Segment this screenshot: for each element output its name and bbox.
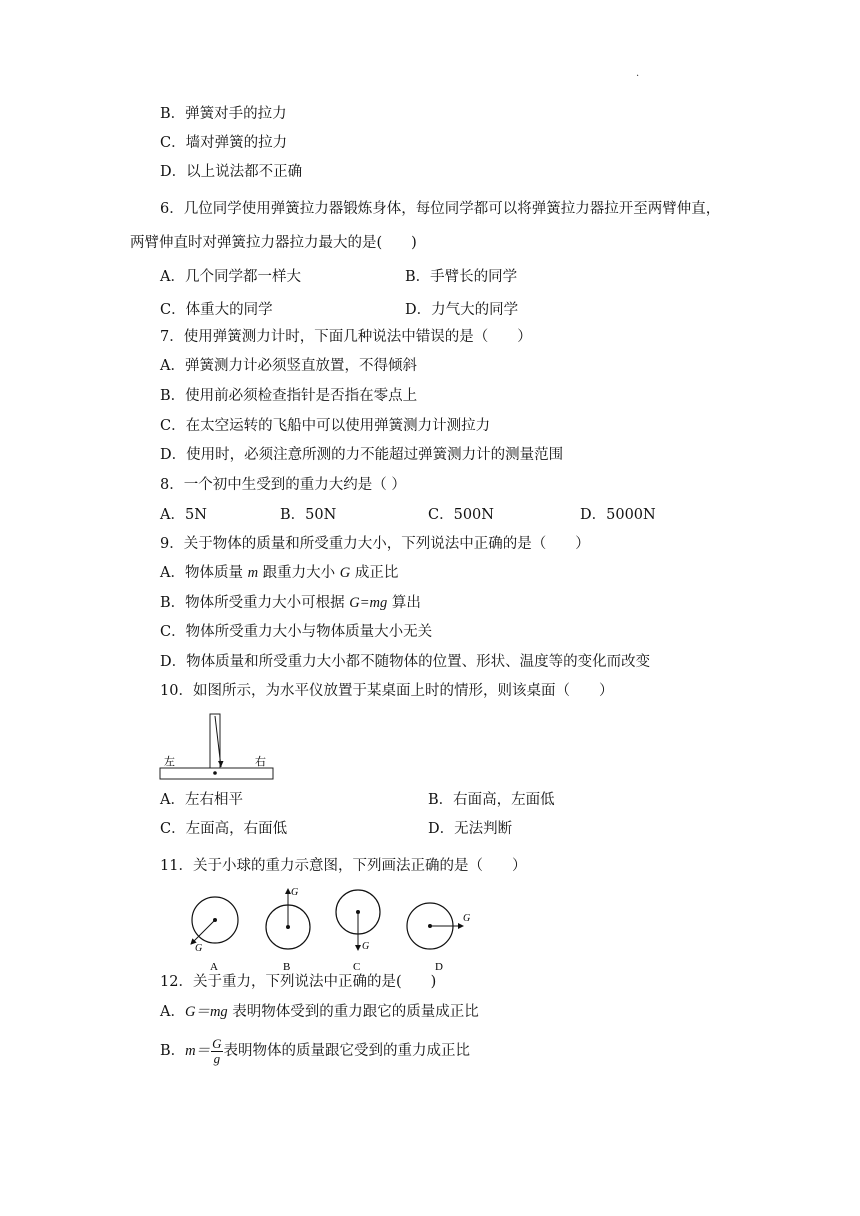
gravity-diagram-figure — [180, 884, 480, 974]
q10-option-c: C．左面高，右面低 — [160, 821, 288, 837]
q6-option-c: C．体重大的同学 — [160, 302, 273, 318]
q9-option-a-text1: A．物体质量 — [160, 565, 248, 581]
option-label-b: B — [283, 961, 291, 973]
q9-option-a-var-m: m — [247, 565, 259, 581]
fraction-denominator: g — [213, 1050, 221, 1066]
q12-option-b-fraction — [211, 1037, 222, 1066]
q11-stem: 11．关于小球的重力示意图，下列画法正确的是（ ） — [160, 858, 527, 874]
q9-option-b-formula: G=mg — [349, 595, 388, 611]
q6-option-d: D．力气大的同学 — [405, 302, 519, 318]
q12-stem: 12．关于重力，下列说法中正确的是( ) — [160, 974, 437, 990]
q9-option-a-text2: 跟重力大小 — [258, 565, 340, 581]
q10-option-b: B．右面高，左面低 — [428, 792, 555, 808]
q8-option-d: D．5000N — [580, 507, 656, 523]
q6-stem-line1: 6．几位同学使用弹簧拉力器锻炼身体，每位同学都可以将弹簧拉力器拉开至两臂伸直， — [160, 201, 721, 217]
q12-option-b-letter: B． — [160, 1043, 186, 1059]
q8-option-a: A．5N — [160, 507, 207, 523]
force-label-d: G — [463, 913, 471, 924]
q8-option-b: B．50N — [280, 507, 337, 523]
q9-stem: 9．关于物体的质量和所受重力大小，下列说法中正确的是（ ） — [160, 536, 590, 552]
q5-option-c: C．墙对弹簧的拉力 — [160, 135, 288, 151]
q6-stem-line2: 两臂伸直时对弹簧拉力器拉力最大的是( ) — [130, 235, 417, 251]
q5-option-b: B．弹簧对手的拉力 — [160, 106, 287, 122]
option-label-a: A — [210, 961, 218, 973]
q10-stem: 10．如图所示，为水平仪放置于某桌面上时的情形，则该桌面（ ） — [160, 683, 614, 699]
q12-option-b — [160, 1034, 470, 1068]
ball-c — [336, 890, 380, 973]
q7-option-c: C．在太空运转的飞船中可以使用弹簧测力计测拉力 — [160, 418, 491, 434]
q9-option-b-text1: B．物体所受重力大小可根据 — [160, 595, 350, 611]
force-label-b: G — [291, 887, 299, 898]
q9-option-a-var-g: G — [339, 565, 351, 581]
q6-option-a: A．几个同学都一样大 — [160, 269, 301, 285]
q8-stem: 8．一个初中生受到的重力大约是（ ） — [160, 477, 406, 493]
force-label-c: G — [362, 941, 370, 952]
ball-b — [266, 887, 310, 973]
q8-option-c: C．500N — [428, 507, 494, 523]
q9-option-a-text3: 成正比 — [350, 565, 399, 581]
q7-option-b: B．使用前必须检查指针是否指在零点上 — [160, 388, 418, 404]
q10-option-a: A．左右相平 — [160, 792, 243, 808]
option-label-c: C — [353, 961, 361, 973]
q7-stem: 7．使用弹簧测力计时，下面几种说法中错误的是（ ） — [160, 329, 532, 345]
q12-option-b-lhs: m＝ — [185, 1043, 211, 1059]
plumb-bob — [218, 761, 224, 767]
center-mark — [213, 771, 217, 775]
q7-option-a: A．弹簧测力计必须竖直放置，不得倾斜 — [160, 358, 417, 374]
level-instrument-figure — [158, 710, 278, 782]
q12-option-a-letter: A． — [160, 1004, 185, 1020]
q9-option-c: C．物体所受重力大小与物体质量大小无关 — [160, 624, 433, 640]
fig-left-label: 左 — [164, 756, 175, 768]
header-mark: . — [636, 68, 640, 79]
ball-d — [407, 903, 470, 973]
fig-right-label: 右 — [255, 756, 266, 768]
q9-option-b-text2: 算出 — [387, 595, 421, 611]
force-label-a: G — [195, 943, 203, 954]
level-upright — [210, 714, 220, 768]
q9-option-a — [160, 563, 398, 583]
q12-option-b-text: 表明物体的质量跟它受到的重力成正比 — [223, 1043, 471, 1059]
q12-option-a — [160, 1002, 479, 1022]
q12-option-a-text: 表明物体受到的重力跟它的质量成正比 — [227, 1004, 479, 1020]
option-label-d: D — [435, 961, 443, 973]
q9-option-d: D．物体质量和所受重力大小都不随物体的位置、形状、温度等的变化而改变 — [160, 654, 651, 670]
ball-a — [191, 897, 238, 973]
q6-option-b: B．手臂长的同学 — [405, 269, 518, 285]
q9-option-b — [160, 593, 421, 613]
q5-option-d: D．以上说法都不正确 — [160, 164, 303, 180]
q7-option-d: D．使用时，必须注意所测的力不能超过弹簧测力计的测量范围 — [160, 447, 564, 463]
q10-option-d: D．无法判断 — [428, 821, 513, 837]
fraction-numerator: G — [212, 1035, 222, 1051]
q12-option-a-formula: G＝mg — [184, 1004, 228, 1020]
